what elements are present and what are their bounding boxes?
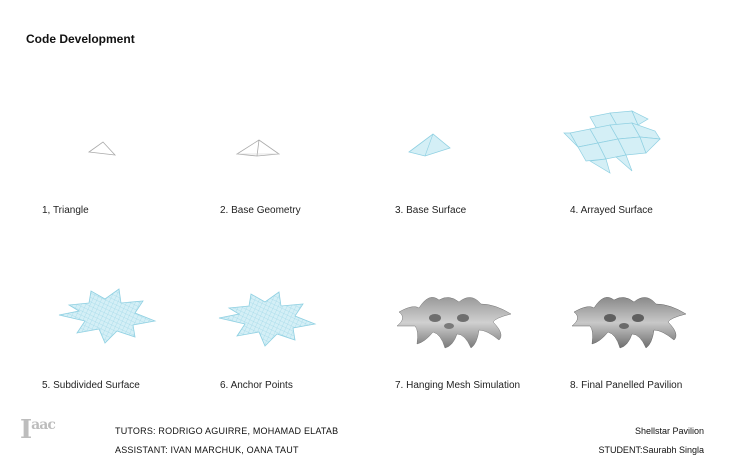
stage-base-surface — [395, 118, 545, 188]
stage-caption-6: 6. Anchor Points — [220, 380, 293, 391]
base-geometry-outline-icon — [215, 118, 365, 188]
stage-caption-4: 4. Arrayed Surface — [570, 205, 653, 216]
project-name: Shellstar Pavilion — [634, 426, 704, 436]
stage-triangle — [55, 118, 205, 188]
stage-anchor-points — [215, 290, 365, 360]
subdivided-surface-icon — [55, 285, 175, 345]
stage-caption-2: 2. Base Geometry — [220, 205, 301, 216]
triangle-outline-icon — [55, 118, 205, 188]
credits-right — [598, 422, 704, 460]
stage-panelled-pavilion — [570, 290, 720, 360]
stage-caption-3: 3. Base Surface — [395, 205, 467, 216]
stage-caption-8: 8. Final Panelled Pavilion — [570, 380, 683, 391]
stage-base-geometry — [215, 118, 365, 188]
anchor-points-icon — [215, 290, 335, 350]
stage-subdivided-surface — [55, 285, 205, 355]
arrayed-surface-icon — [560, 105, 670, 180]
stage-arrayed-surface — [560, 105, 710, 175]
panelled-pavilion-icon — [570, 290, 690, 352]
stage-caption-7: 7. Hanging Mesh Simulation — [395, 380, 521, 391]
assistant-line: ASSISTANT: IVAN MARCHUK, OANA TAUT — [115, 445, 299, 455]
stage-caption-5: 5. Subdivided Surface — [42, 380, 140, 391]
base-surface-icon — [395, 118, 545, 188]
page-title: Code Development — [26, 32, 135, 46]
tutors-line: TUTORS: RODRIGO AGUIRRE, MOHAMAD ELATAB — [115, 426, 339, 436]
iaac-logo: $I^{aac}$ — [20, 415, 55, 445]
stage-hanging-mesh — [395, 290, 545, 360]
student-line: STUDENT:Saurabh Singla — [598, 445, 704, 455]
credits-left — [115, 422, 338, 460]
hanging-mesh-icon — [395, 290, 515, 352]
stage-caption-1: 1, Triangle — [42, 205, 89, 216]
